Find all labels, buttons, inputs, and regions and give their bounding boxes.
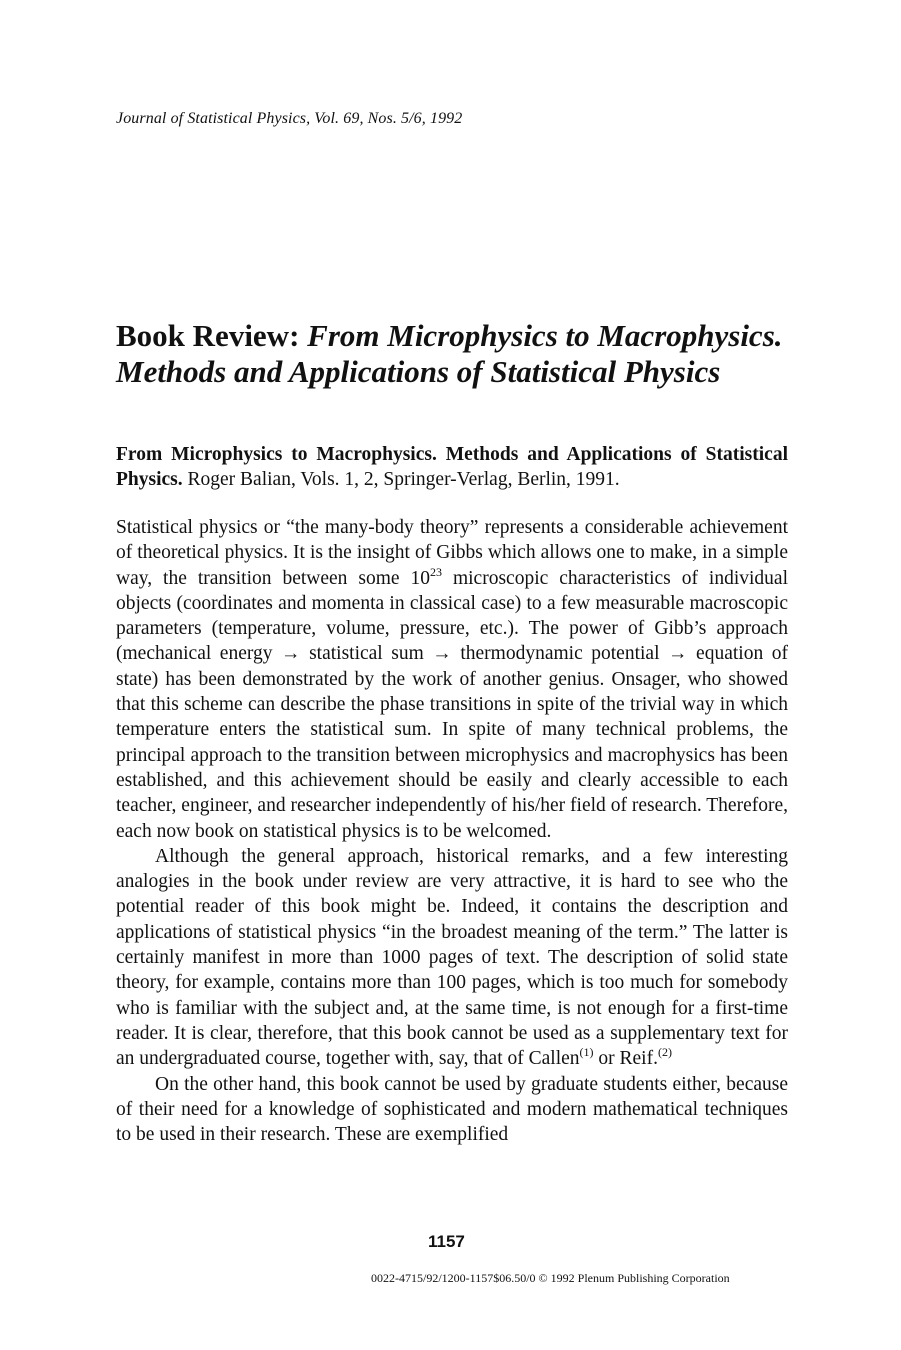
page-number: 1157 [428,1232,465,1251]
paragraph-text: or Reif. [593,1048,658,1070]
title-line1: From Microphysics to Macrophysics. [307,318,783,353]
paragraph [116,1072,788,1148]
paragraph [116,515,788,844]
journal-header: Journal of Statistical Physics, Vol. 69, Nos. 5/6, 1992 [116,110,463,127]
reference-marker: (2) [657,1045,672,1060]
exponent: 23 [430,564,443,579]
paragraph-text: Statistical physics or “the many-body theory” represents a considerable achievement of theoretical physics. It is the insight of Gibbs which allows one to make, in a simple way, the transition between some 10 [116,517,788,589]
citation-book-title: From Microphysics to Macrophysics. Methods and Applications of Statistical Physics. [116,444,788,490]
article-title [116,318,806,390]
paragraph-text: microscopic characteristics of individual objects (coordinates and momenta in classical case) to a few measurable macroscopic parameters (temperature, volume, pressure, etc.). The power of Gibb’s approach (mechanical energy → statistical sum → thermodynamic potential → equation of state) has been demonstrated by the work of another genius. Onsager, who showed that this scheme can describe the phase transitions in spite of the trivial way in which temperature enters the statistical sum. In spite of many technical problems, the principal approach to the transition between microphysics and macrophysics has been established, and this achievement should be easily and clearly accessible to each teacher, engineer, and researcher independently of his/her field of research. Therefore, each now book on statistical physics is to be welcomed. [116,567,788,842]
paragraph-text: On the other hand, this book cannot be used by graduate students either, because of their need for a knowledge of sophisticated and modern mathematical techniques to be used in their research. These are exemplified [116,1073,788,1146]
title-line2: Methods and Applications of Statistical Physics [116,354,721,389]
review-body [116,515,788,1147]
copyright-line: 0022-4715/92/1200-1157$06.50/0 © 1992 Plenum Publishing Corporation [371,1271,730,1285]
title-prefix: Book Review: [116,318,308,353]
paragraph [116,844,788,1072]
reference-marker: (1) [579,1045,594,1060]
paragraph-text: Although the general approach, historical remarks, and a few interesting analogies in the book under review are very attractive, it is hard to see who the potential reader of this book might be. Indeed, it contains the description and applications of statistical physics “in the broadest meaning of the term.” The latter is certainly manifest in more than 1000 pages of text. The description of solid state theory, for example, contains more than 100 pages, which is too much for somebody who is familiar with the subject and, at the same time, is not enough for a first-time reader. It is clear, therefore, that this book cannot be used as a supplementary text for an undergraduated course, together with, say, that of Callen [116,845,788,1070]
book-citation [116,442,788,492]
citation-details: Roger Balian, Vols. 1, 2, Springer-Verlag, Berlin, 1991. [182,469,620,490]
